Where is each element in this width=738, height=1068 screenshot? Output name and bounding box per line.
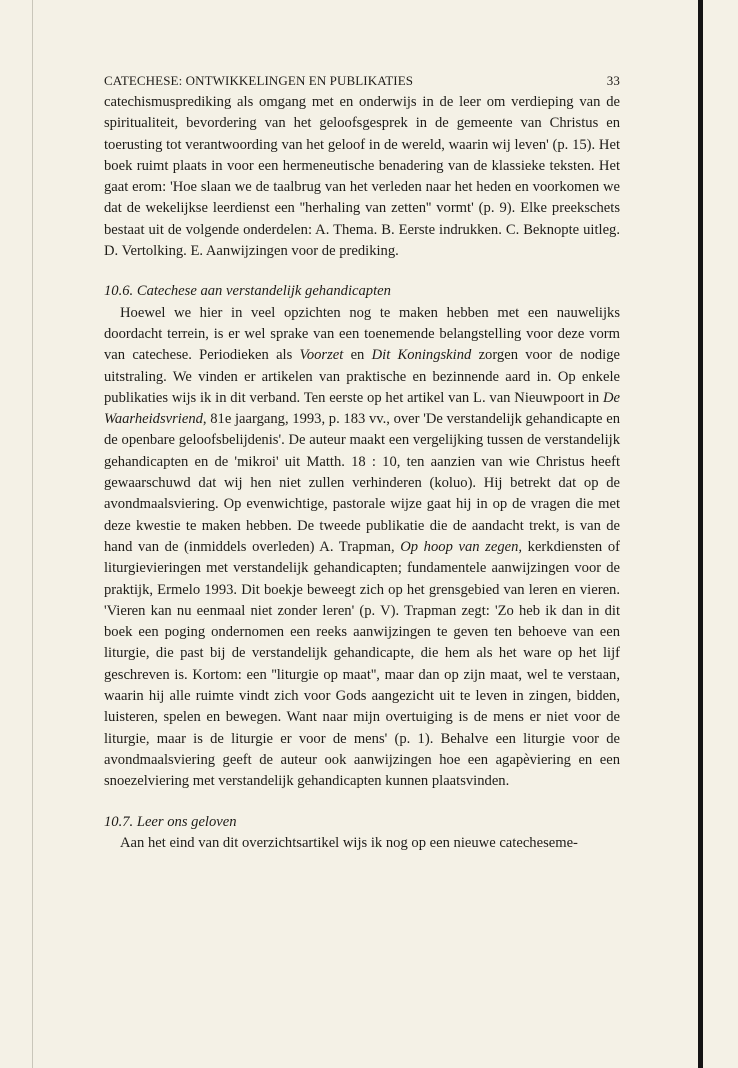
- text-run: kerkdiensten of liturgievieringen met verstandelijk gehandicapten; fundamentele aanwijzingen voor de praktijk, Ermelo 1993. Dit boekje beweegt zich op het grensgebied van leren en vieren. 'Vieren kan nu eenmaal niet zonder leren' (p. V). Trapman zegt: 'Zo heb ik dan in dit boek een poging ondernomen een reeks aanwijzingen te geven ten behoeve van een liturgie, die past bij de verstandelijk gehandicapte, die hem als het ware op het lijf geschreven is. Kortom: een ''liturgie op maat'', maar dan op zijn maat, wel te verstaan, waarin hij alle ruimte vindt zich voor Gods aangezicht uit te leven in zingen, bidden, luisteren, spelen en bewegen. Want naar mijn overtuiging is de mens er niet voor de liturgie, maar is de liturgie er voor de mens' (p. 1). Behalve een liturgie voor de avondmaalsviering geeft de auteur ook aanwijzingen hoe een agapèviering en een snoezelviering met verstandelijk gehandicapten kunnen plaatsvinden.: [104, 538, 620, 790]
- book-title-op-hoop: Op hoop van zegen,: [400, 538, 523, 555]
- section-heading-10-6: 10.6. Catechese aan verstandelijk gehandicapten: [104, 283, 391, 300]
- paragraph-10-6: [104, 303, 620, 793]
- section-10-6: [104, 281, 620, 792]
- page-number: 33: [606, 73, 620, 88]
- running-header: [104, 73, 620, 89]
- page-body: [104, 92, 620, 854]
- paragraph-continuation: catechismusprediking als omgang met en onderwijs in de leer om verdieping van de spiritualiteit, bevordering van het geloofsgesprek in de gemeente van Christus en toerusting tot verantwoording van het geloof in de wereld, waarin wij leven' (p. 15). Het boek ruimt plaats in voor een hermeneutische benadering van de klassieke teksten. Het gaat erom: 'Hoe slaan we de taalbrug van het verleden naar het heden en voorkomen we dat de wekelijkse leerdienst een ''herhaling van zetten'' vormt' (p. 9). Elke preekschets bestaat uit de volgende onderdelen: A. Thema. B. Eerste indrukken. C. Beknopte uitleg. D. Vertolking. E. Aanwijzingen voor de prediking.: [104, 94, 620, 260]
- periodical-title-koningskind: Dit Koningskind: [371, 347, 472, 364]
- text-run: , 81e jaargang, 1993, p. 183 vv., over 'De verstandelijk gehandicapte en de openbare geloofsbelijdenis'. De auteur maakt een vergelijking tussen de verstandelijk gehandicapten en de 'mikroi' uit Matth. 18 : 10, ten aanzien van wie Christus heeft gewaarschuwd dat wij hen niet zullen verhinderen (koluo). Hij betrekt dat op de avondmaalsviering. Op evenwichtige, pastorale wijze gaat hij in op de vragen die met deze kwestie te maken hebben. De tweede publikatie die de aandacht trekt, is van de hand van de (inmiddels overleden) A. Trapman,: [104, 411, 620, 555]
- section-10-7: [104, 812, 620, 855]
- running-title: CATECHESE: ONTWIKKELINGEN EN PUBLIKATIES: [104, 73, 414, 88]
- text-run: en: [343, 347, 372, 364]
- paragraph-10-7: Aan het eind van dit overzichtsartikel wijs ik nog op een nieuwe catecheseme-: [120, 834, 578, 851]
- text-run: zorgen voor de nodige uitstraling. We vinden er artikelen van praktische en bezinnende aard in. Op enkele publikaties wijs ik in dit verband. Ten eerste op het artikel van L. van Nieuwpoort in: [104, 347, 621, 406]
- section-heading-10-7: 10.7. Leer ons geloven: [104, 813, 237, 830]
- periodical-title-voorzet: Voorzet: [299, 347, 344, 364]
- text-run: Hoewel we hier in veel opzichten nog te maken hebben met een nauwelijks doordacht terrein, is er wel sprake van een toenemende belangstelling voor deze vorm van catechese. Periodieken als: [104, 304, 620, 364]
- page-edge-bar: [698, 0, 703, 1068]
- page-edge-line: [32, 0, 33, 1068]
- periodical-title-waarheidsvriend: De Waarheidsvriend: [104, 389, 620, 428]
